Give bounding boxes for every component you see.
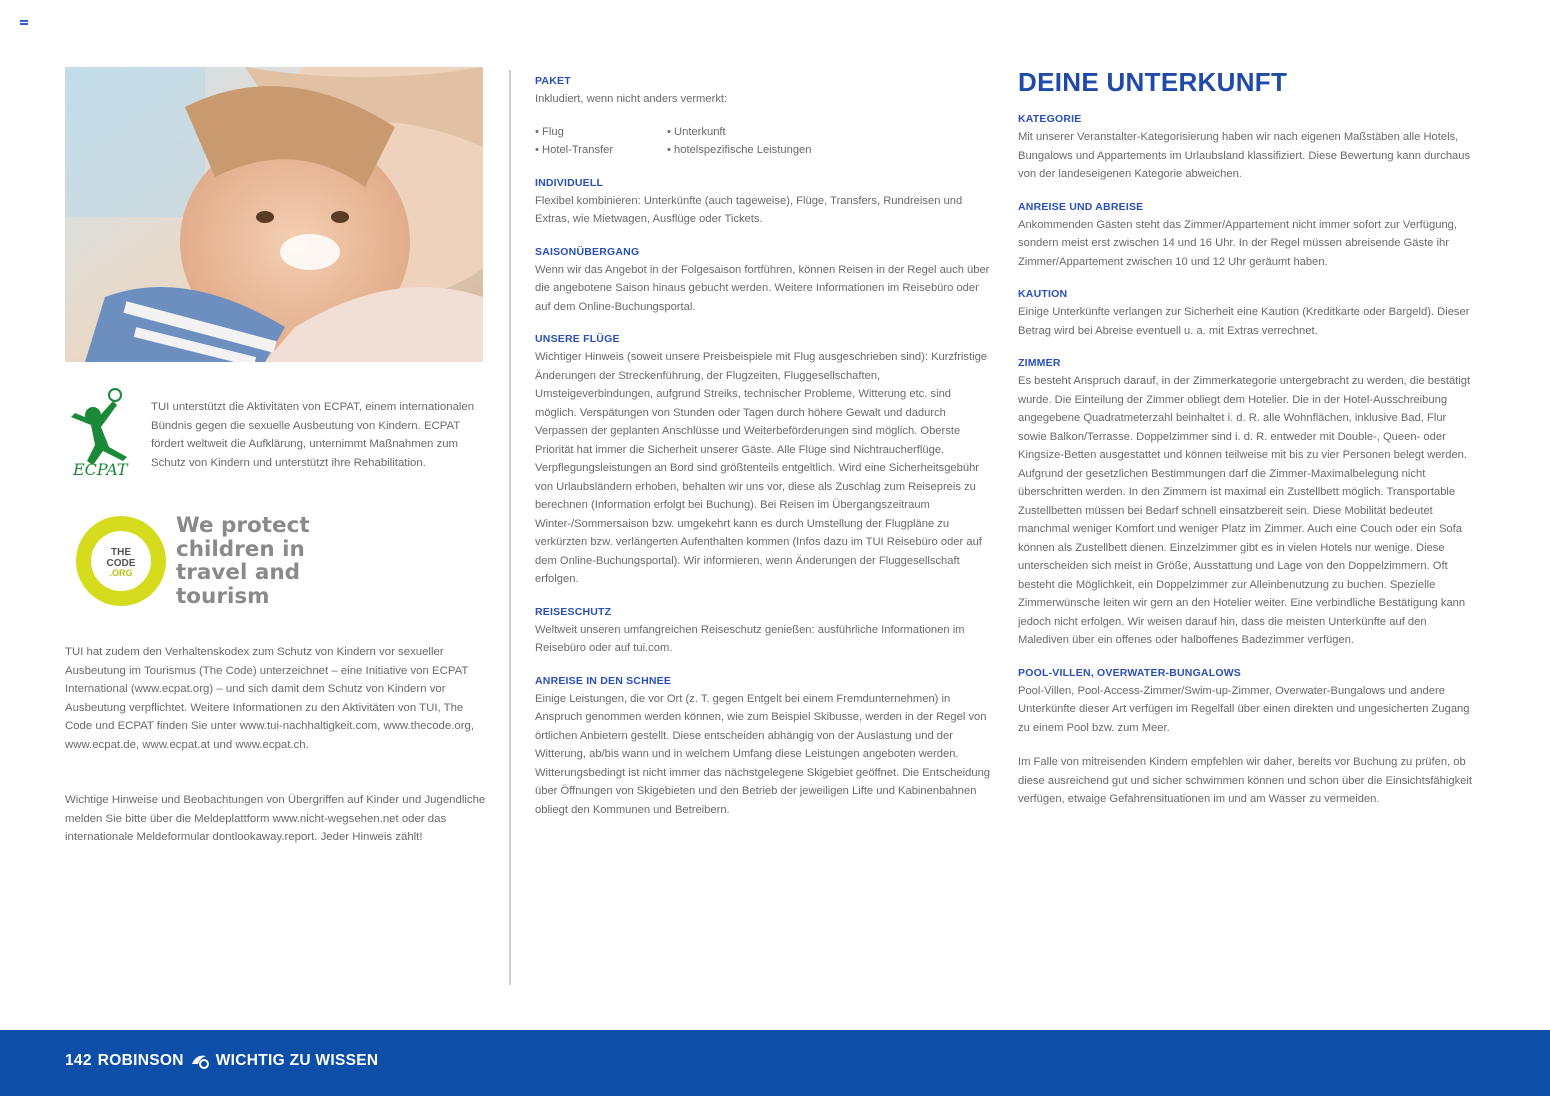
column-divider	[509, 70, 511, 985]
section-heading: PAKET	[535, 75, 571, 87]
section-fluege	[535, 332, 995, 589]
bullet-list	[535, 123, 995, 160]
code-paragraph: TUI hat zudem den Verhaltenskodex zum Schutz von Kindern vor sexueller Ausbeutung im Tourismus (The Code) unterzeichnet – eine Initiative von ECPAT International (www.ecpat.org) – und sich damit dem Schutz von Kindern vor Ausbeutung verpflichtet. Weitere Informationen zu den Aktivitäten von TUI, The Code und ECPAT finden Sie unter www.tui-nachhaltigkeit.com, www.thecode.org, www.ecpat.de, www.ecpat.at und www.ecpat.ch.	[65, 646, 475, 751]
page-footer	[0, 1030, 1550, 1096]
svg-text:.ORG: .ORG	[109, 568, 133, 578]
section-name: WICHTIG ZU WISSEN	[215, 1052, 379, 1069]
right-column	[1018, 66, 1474, 809]
section-heading: UNSERE FLÜGE	[535, 333, 620, 345]
svg-text:ECPAT: ECPAT	[73, 460, 128, 479]
section-text: Wichtiger Hinweis (soweit unsere Preisbeispiele mit Flug ausgeschrieben sind): Kurzfristige Änderungen der Streckenführung, der Flugzeiten, Fluggesellschaften, Umsteigeverbindungen, aufgrund Streiks, technischer Probleme, Witterung etc. sind möglich. Verspätungen von Stunden oder Tagen durch höhere Gewalt und dadurch Verpassen der geplanten Anschlüsse und Weiterbeförderungen sind möglich. Oberste Priorität hat immer die Sicherheit unserer Gäste. Alle Flüge sind Nichtraucherflüge. Verpflegungsleistungen an Bord sind größtenteils entgeltlich. Wird eine Sicherheitsgebühr von Urlaubsländern erhoben, behalten wir uns vor, diese als Zuschlag zum Reisepreis zu berechnen (Information erfolgt bei Buchung). Bei Reisen im Übergangszeitraum Winter-/Sommersaison bzw. umgekehrt kann es durch Umstellung der Flugpläne zu verkürzten bzw. verlängerten Aufenthalten kommen (Infos dazu im TUI Reisebüro oder auf dem Online-Buchungsportal). Wir informieren, wenn Änderungen der Fluggesellschaft erfolgen.	[535, 351, 988, 585]
section-heading: KATEGORIE	[1018, 113, 1082, 125]
ecpat-text: TUI unterstützt die Aktivitäten von ECPAT, einem internationalen Bündnis gegen die sexuelle Ausbeutung von Kindern. ECPAT fördert weltweit die Aufklärung, unternimmt Maßnahmen zum Schutz von Kindern und unterstützt ihre Rehabilitation.	[151, 401, 475, 469]
section-text: Mit unserer Veranstalter-Kategorisierung haben wir nach eigenen Maßstäben alle Hotels, Bungalows und Appartements im Urlaubsland klassifiziert. Diese Bewertung kann durchaus von der landeseigenen Kategorie abweichen.	[1018, 131, 1471, 180]
section-text: Wenn wir das Angebot in der Folgesaison fortführen, können Reisen in der Regel auch über die angebotene Saison hinaus gebucht werden. Weitere Informationen im Reisebüro oder auf dem Online-Buchungsportal.	[535, 263, 990, 313]
list-item: • Hotel-Transfer	[535, 141, 667, 160]
section-text: Einige Leistungen, die vor Ort (z. T. gegen Entgelt bei einem Fremdunternehmen) in Anspruch genommen werden können, wie zum Beispiel Skibusse, werden in der Regel von örtlichen Anbietern gestellt. Diese entscheiden abhängig von der Auslastung und der Witterung, ab/bis wann und in welchem Umfang diese Leistungen angeboten werden. Witterungsbedingt ist nicht immer das nächstgelegene Skigebiet geöffnet. Die Entscheidung über Öffnungen von Skigebieten und den Betrieb der jeweiligen Lifte und Kabinenbahnen obliegt den Kommunen und Betreibern.	[535, 692, 991, 816]
section-reiseschutz	[535, 605, 995, 658]
section-text: Es besteht Anspruch darauf, in der Zimmerkategorie untergebracht zu werden, die bestätigt wurde. Die Einteilung der Zimmer obliegt dem Hotelier. Die in der Hotel-Ausschreibung angegebene Quadratmeterzahl beinhaltet i. d. R. alle Wohnflächen, inklusive Bad, Flur sowie Balkon/Terrasse. Doppelzimmer sind i. d. R. entweder mit Double-, Queen- oder Kingsize-Betten ausgestattet und können teilweise mit bis zu vier Personen belegt werden. Aufgrund der gesetzlichen Bestimmungen darf die Zimmer-Maximalbelegung nicht überschritten werden. In den Zimmern ist maximal ein Zustellbett möglich. Transportable Zustellbetten müssen bei Bedarf schnell einsatzbereit sein. Diese Mobilität bedeutet manchmal weniger Komfort und weniger Platz im Zimmer. Auch eine Couch oder ein Sofa können als Zustellbett dienen. Einzelzimmer gibt es in vielen Hotels nur wenige. Diese unterscheiden sich meist in Größe, Ausstattung und Lage von den Doppelzimmern. Oft besteht die Möglichkeit, ein Doppelzimmer zur Alleinbenutzung zu buchen. Spezielle Zimmerwünsche leiten wir gern an den Hotelier weiter. Eine verbindliche Bestätigung kann jedoch nicht erfolgen. Wir weisen darauf hin, dass die meisten Unterkünfte auf den Malediven über ein offenes oder halboffenes Badezimmer verfügen.	[1018, 375, 1471, 646]
page-title: DEINE UNTERKUNFT	[1018, 67, 1288, 97]
section-heading: POOL-VILLEN, OVERWATER-BUNGALOWS	[1018, 666, 1242, 679]
brand-name: ROBINSON	[97, 1052, 184, 1069]
section-heading: KAUTION	[1018, 288, 1068, 300]
code-slogan: We protect children in travel and tourism	[176, 513, 310, 609]
section-heading: REISESCHUTZ	[535, 605, 612, 618]
section-text: Ankommenden Gästen steht das Zimmer/Appartement nicht immer sofort zur Verfügung, sondern meist erst zwischen 14 und 16 Uhr. In der Regel müssen abreisende Gäste ihr Zimmer/Appartement zwischen 10 und 12 Uhr geräumt haben.	[1018, 218, 1457, 268]
footer-line	[65, 1052, 378, 1070]
section-text: Pool-Villen, Pool-Access-Zimmer/Swim-up-Zimmer, Overwater-Bungalows und andere Unterkünfte dieser Art verfügen im Regelfall über einen direkten und ungesicherten Zugang zu einem Pool bzw. zum Meer.	[1018, 684, 1470, 734]
the-code-logo-icon	[75, 515, 167, 607]
section-text: Flexibel kombinieren: Unterkünfte (auch tageweise), Flüge, Transfers, Rundreisen und Extras, wie Mietwagen, Ausflüge oder Tickets.	[535, 194, 963, 225]
section-heading: ZIMMER	[1018, 357, 1061, 369]
hero-photo	[65, 67, 483, 362]
section-anreise-abreise	[1018, 200, 1474, 272]
section-schnee	[535, 674, 995, 820]
section-heading: ANREISE IN DEN SCHNEE	[535, 674, 672, 687]
section-heading: SAISONÜBERGANG	[535, 245, 640, 258]
section-zimmer	[1018, 356, 1474, 650]
section-kategorie	[1018, 112, 1474, 184]
page-number: 142	[65, 1052, 92, 1069]
section-kaution	[1018, 287, 1474, 340]
report-paragraph: Wichtige Hinweise und Beobachtungen von Übergriffen auf Kinder und Jugendliche melden Sie bitte über die Meldeplattform www.nicht-wegsehen.net oder das internationale Meldeformular dontlookaway.report. Jeder Hinweis zählt!	[65, 794, 486, 843]
section-individuell	[535, 176, 995, 229]
list-item: • Flug	[535, 123, 667, 142]
section-pool-villen	[1018, 666, 1474, 738]
list-item: • hotelspezifische Leistungen	[667, 141, 887, 160]
section-saisonuebergang	[535, 245, 995, 317]
menu-icon	[20, 20, 28, 27]
middle-column	[535, 74, 995, 835]
section-text: Weltweit unseren umfangreichen Reiseschutz genießen: ausführliche Informationen im Reisebüro oder auf tui.com.	[535, 623, 965, 654]
list-item: • Unterkunft	[667, 123, 887, 142]
svg-text:CODE: CODE	[106, 558, 136, 569]
ecpat-logo-icon	[65, 385, 140, 480]
section-paket	[535, 74, 995, 160]
svg-text:THE: THE	[111, 547, 131, 558]
robinson-logo-icon	[190, 1052, 210, 1070]
section-heading: ANREISE UND ABREISE	[1018, 200, 1144, 213]
section-text: Einige Unterkünfte verlangen zur Sicherheit eine Kaution (Kreditkarte oder Bargeld). Dieser Betrag wird bei Abreise eventuell u. a. mit Extras verrechnet.	[1018, 306, 1470, 337]
closing-paragraph: Im Falle von mitreisenden Kindern empfehlen wir daher, bereits vor Buchung zu prüfen, ob diese ausreichend gut und sicher schwimmen können und schon über die Einsichtsfähigkeit verfügen, etwaige Gefahrensituationen im und am Wasser zu vermeiden.	[1018, 756, 1472, 805]
section-heading: INDIVIDUELL	[535, 176, 604, 189]
section-text: Inkludiert, wenn nicht anders vermerkt:	[535, 93, 728, 105]
